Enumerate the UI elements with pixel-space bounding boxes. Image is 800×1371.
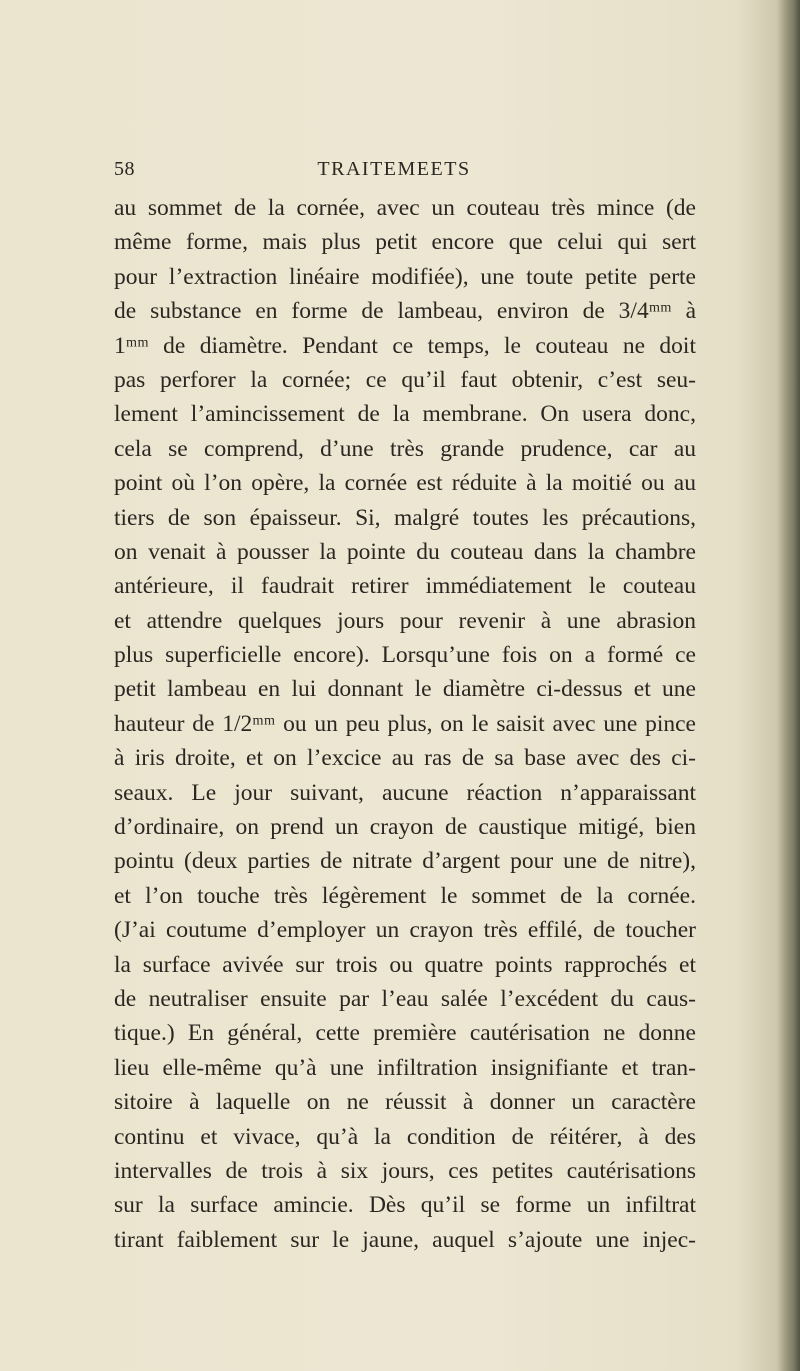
text-line: sitoire à laquelle on ne réussit à donner un caractère bbox=[114, 1089, 696, 1116]
text-line: de neutraliser ensuite par l’eau salée l’excédent du caus- bbox=[114, 985, 696, 1012]
body-text bbox=[114, 191, 696, 1257]
text-line: pointu (deux parties de nitrate d’argent pour une de nitre), bbox=[114, 848, 696, 875]
text-line: pour l’extraction linéaire modifiée), une toute petite perte bbox=[114, 263, 696, 290]
text-line: à iris droite, et on l’excice au ras de sa base avec des ci- bbox=[114, 745, 696, 772]
text-line: intervalles de trois à six jours, ces petites cautérisations bbox=[114, 1157, 696, 1184]
text-line: sur la surface amincie. Dès qu’il se forme un infiltrat bbox=[114, 1192, 696, 1219]
text-line: tirant faiblement sur le jaune, auquel s’ajoute une injec- bbox=[114, 1226, 696, 1253]
text-line: cela se comprend, d’une très grande prudence, car au bbox=[114, 435, 696, 462]
text-line: la surface avivée sur trois ou quatre points rapprochés et bbox=[114, 951, 696, 978]
text-line: de substance en forme de lambeau, environ de 3/4ᵐᵐ à bbox=[114, 298, 696, 325]
text-line: et attendre quelques jours pour revenir à une abrasion bbox=[114, 607, 696, 634]
text-line: on venait à pousser la pointe du couteau dans la chambre bbox=[114, 538, 696, 565]
text-line: tique.) En général, cette première cautérisation ne donne bbox=[114, 1020, 696, 1047]
page-edge-shadow bbox=[778, 0, 800, 1371]
text-line: seaux. Le jour suivant, aucune réaction n’apparaissant bbox=[114, 779, 696, 806]
text-line: tiers de son épaisseur. Si, malgré toutes les précautions, bbox=[114, 504, 696, 531]
text-line: plus superficielle encore). Lorsqu’une fois on a formé ce bbox=[114, 642, 696, 669]
running-title: TRAITEMEETS bbox=[317, 158, 471, 180]
page-number: 58 bbox=[114, 158, 135, 180]
text-line: d’ordinaire, on prend un crayon de caustique mitigé, bien bbox=[114, 814, 696, 841]
text-line: 1ᵐᵐ de diamètre. Pendant ce temps, le couteau ne doit bbox=[114, 332, 696, 359]
text-line: antérieure, il faudrait retirer immédiatement le couteau bbox=[114, 573, 696, 600]
text-line: continu et vivace, qu’à la condition de réitérer, à des bbox=[114, 1123, 696, 1150]
running-head bbox=[114, 158, 674, 184]
text-line: même forme, mais plus petit encore que celui qui sert bbox=[114, 229, 696, 256]
text-line: lieu elle-même qu’à une infiltration insignifiante et tran- bbox=[114, 1054, 696, 1081]
text-line: et l’on touche très légèrement le sommet de la cornée. bbox=[114, 882, 696, 909]
text-line: pas perforer la cornée; ce qu’il faut obtenir, c’est seu- bbox=[114, 366, 696, 393]
text-line: au sommet de la cornée, avec un couteau très mince (de bbox=[114, 195, 696, 221]
text-line: lement l’amincissement de la membrane. On usera donc, bbox=[114, 401, 696, 428]
text-line: (J’ai coutume d’employer un crayon très effilé, de toucher bbox=[114, 917, 696, 944]
text-line: point où l’on opère, la cornée est réduite à la moitié ou au bbox=[114, 470, 696, 497]
text-line: hauteur de 1/2ᵐᵐ ou un peu plus, on le saisit avec une pince bbox=[114, 710, 696, 737]
text-line: petit lambeau en lui donnant le diamètre ci-dessus et une bbox=[114, 676, 696, 703]
